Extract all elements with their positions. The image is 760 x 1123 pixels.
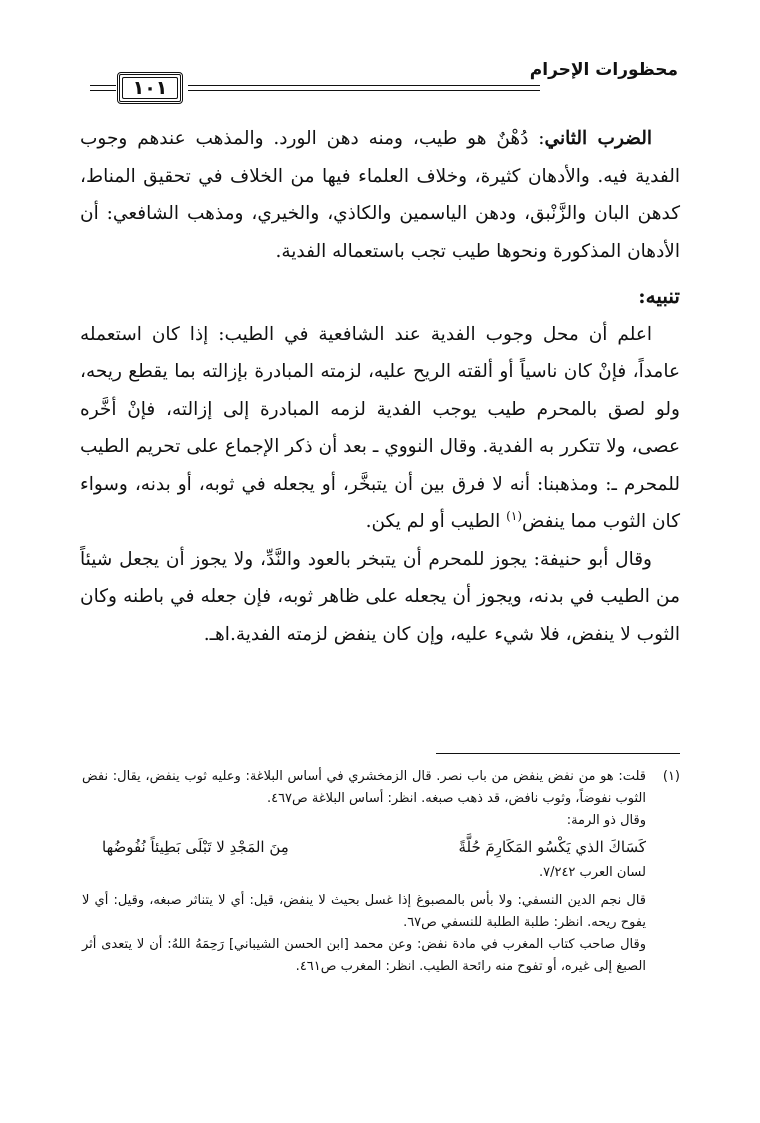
footnote-mughrib: وقال صاحب كتاب المغرب في مادة نفض: وعن محمد [ابن الحسن الشيباني] رَحِمَهُ اللهُ: أن لا يتعدى أثر الصبغ إلى غيره، أو تفوح منه رائحة الطيب. انظر: المغرب ص٤٦١. — [82, 937, 646, 974]
footnote-1-text: قلت: هو من نفض ينفض من باب نصر. قال الزمخشري في أساس البلاغة: وعليه ثوب ينفض، يقال: نفض الثوب نفوضاً، وثوب نافض، قد ذهب صبغه. انظر: أساس البلاغة ص٤٦٧. — [82, 769, 646, 806]
footnote-1 — [82, 766, 680, 810]
footnote-number: (١) — [662, 769, 680, 784]
header-rule-left-bottom — [90, 90, 116, 91]
footnote-ref[interactable]: (١) — [506, 508, 522, 523]
verse-second-hemistich: مِنَ المَجْدِ لا تَبْلَى بَطِيئاً نُفُوضُها — [102, 838, 289, 856]
header-rule-left-top — [90, 85, 116, 86]
verse-first-hemistich: كَسَاكَ الذي يَكْسُو المَكَارِمَ حُلَّةً — [458, 838, 646, 856]
header-rule-bottom — [188, 90, 540, 91]
verse — [82, 832, 680, 862]
footnotes — [82, 766, 680, 978]
section-heading: تنبيه: — [638, 284, 680, 308]
footnote-source-lisan: لسان العرب ٧/٢٤٢. — [538, 865, 646, 880]
page-number: ١٠١ — [132, 77, 168, 99]
paragraph-2-text-a: اعلم أن محل وجوب الفدية عند الشافعية في الطيب: إذا كان استعمله عامداً، فإنْ كان ناسياً أو ألقته الريح عليه، لزمته المبادرة بإزالته بما يقطع ريحه، ولو لصق بالمحرم طيب يوجب الفدية لزمه المبادرة إلى إزالته، فإنْ أخَّره عصى، ولا تتكرر به الفدية. وقال النووي ـ بعد أن ذكر الإجماع على تحريم الطيب للمحرم ـ: ومذهبنا: أنه لا فرق بين أن يتبخَّر، أو يجعله في ثوبه، أو بدنه، وسواء كان الثوب مما ينفض — [80, 323, 680, 532]
footnote-poet-line: وقال ذو الرمة: — [566, 813, 646, 828]
footnote-nasafi: قال نجم الدين النسفي: ولا بأس بالمصبوغ إذا غسل بحيث لا ينفض، قيل: أي لا يتناثر صبغه، وقيل: أي لا يفوح ريحه. انظر: طلبة الطلبة للنسفي ص٦٧. — [82, 893, 646, 930]
paragraph-1-text: : دُهْنٌ هو طيب، ومنه دهن الورد. والمذهب عندهم وجوب الفدية فيه. والأدهان كثيرة، وخلاف العلماء فيها من الخلاف في تحقيق المناط، كدهن البان والزَّنْبق، ودهن الياسمين والكاذي، والخيري، ومذهب الشافعي: أن الأدهان المذكورة ونحوها طيب تجب باستعماله الفدية. — [80, 128, 680, 262]
running-header-title: محظورات الإحرام — [529, 60, 678, 80]
paragraph-2-text-b: الطيب أو لم يكن. — [365, 511, 507, 532]
footnote-separator — [436, 753, 680, 754]
page-number-box — [117, 72, 183, 104]
main-text — [80, 120, 680, 653]
paragraph-3: وقال أبو حنيفة: يجوز للمحرم أن يتبخر بالعود والنَّدِّ، ولا يجوز أن يجعل شيئاً من الطيب في بدنه، ويجوز أن يجعله على ظاهر ثوبه، فإن جعله في باطنه وكان الثوب لا ينفض، فلا شيء عليه، وإن كان ينفض لزمته الفدية.اهـ. — [80, 548, 680, 645]
paragraph-2 — [80, 316, 680, 541]
header-rule-top — [188, 85, 540, 86]
paragraph-1-lead: الضرب الثاني — [544, 128, 652, 149]
paragraph-1 — [80, 120, 680, 270]
